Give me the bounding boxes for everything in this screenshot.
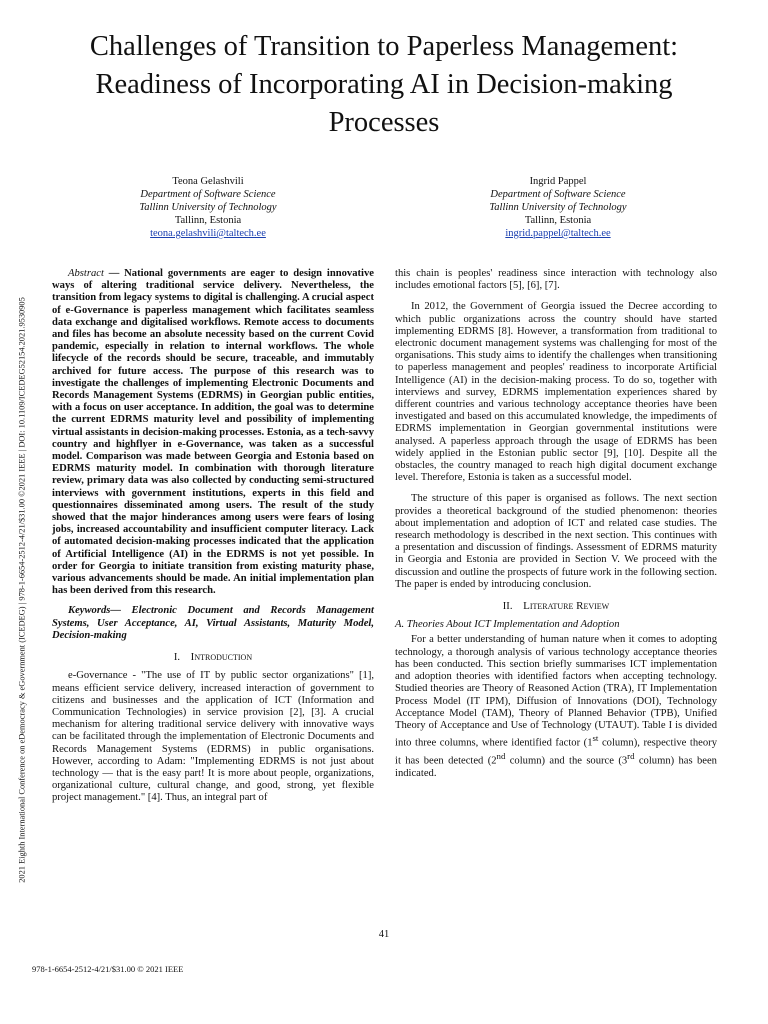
- paragraph-georgia: In 2012, the Government of Georgia issued the Decree according to which public organizations across the country should have started implementing EDRMS [8]. However, a transformation from traditional to electronic document management systems was challenging for most of the organisations. This study aims to identify the challenges when transitioning to paperless management and peoples' readiness to incorporate Artificial Intelligence (AI) in the decision-making process. To do so, together with interviews and survey, EDRMS implementation experiences shared by different countries and various technology acceptance theories have been investigated and based on this accumulated knowledge, the impediments of EDRMS implementation in Georgian governmental institutions were analysed. A paperless approach through the usage of EDRMS has been widely applied in the Estonian public sector [9], [10]. Despite all the obstacles, the country managed to reach high digital document exchange level. Therefore, Estonia is taken as a successful model.: [395, 301, 717, 484]
- author-department: Department of Software Science: [140, 189, 276, 200]
- side-citation-text: 2021 Eighth International Conference on eDemocracy & eGovernment (ICEDEG) | 978-1-6654-2512-4/21/$31.00 ©2021 IEEE | DOI: 10.1109/ICEDEG52154.2021.9530905: [17, 297, 27, 883]
- author-university: Tallinn University of Technology: [489, 202, 627, 213]
- side-citation: [17, 297, 27, 883]
- section-number: I.: [173, 652, 181, 664]
- copyright-footer: 978-1-6654-2512-4/21/$31.00 © 2021 IEEE: [32, 964, 184, 974]
- paragraph-structure: The structure of this paper is organised as follows. The next section provides a theoretical background of the studied phenomenon: theories about implementation and adoption of ICT and related case studies. The research methodology is described in the next section. This continues with a presentation and discussion of findings. Assessment of EDRMS maturity in Georgia and Estonia are provided in Section V. We proceed with the discussion and outline the prospects of future work in the following section. The paper is ended by introducing conclusion.: [395, 493, 717, 590]
- title-line-2: Readiness of Incorporating AI in Decision-making: [95, 69, 673, 100]
- author-university: Tallinn University of Technology: [139, 202, 277, 213]
- text-run: column) has been indicated.: [395, 755, 717, 779]
- paper-title: [40, 28, 728, 142]
- keywords: Keywords— Electronic Document and Records Management Systems, User Acceptance, AI, Virtual Assistants, Maturity Model, Decision-making: [52, 605, 374, 641]
- introduction-paragraph: e-Governance - "The use of IT by public sector organizations" [1], means efficient service delivery, increased interaction of government to citizens and businesses and the application of ICT (Information and Communication Technologies) in service provision [2], [3]. A crucial mechanism for altering traditional service delivery with innovative ways can be facilitated through the implementation of Electronic Documents and Records Management Systems (EDRMS) in public organisations. However, according to Adam: "Implementing EDRMS is not just about technology — that is the easy part! It is more about people, organizations, organizational culture, cultural change, and good, strong, yet flexible project management." [4]. Thus, an integral part of: [52, 670, 374, 804]
- text-run: column) and the source (3: [505, 755, 628, 767]
- title-line-1: Challenges of Transition to Paperless Management:: [89, 31, 679, 62]
- author-name: Teona Gelashvili: [172, 176, 244, 187]
- abstract: [52, 268, 374, 597]
- subsection-heading: A. Theories About ICT Implementation and Adoption: [395, 619, 620, 631]
- author-block-1: [93, 175, 323, 240]
- title-line-3: Processes: [328, 107, 440, 138]
- author-city: Tallinn, Estonia: [524, 215, 592, 226]
- section-number: II.: [502, 601, 513, 613]
- author-name: Ingrid Pappel: [529, 176, 587, 187]
- superscript: nd: [496, 750, 506, 761]
- section-title: Introduction: [190, 651, 253, 664]
- paragraph-theories: [395, 634, 717, 779]
- page-number: 41: [378, 929, 390, 940]
- paragraph-continued: this chain is peoples' readiness since interaction with technology also includes emotional factors [5], [6], [7].: [395, 268, 717, 292]
- text-run: column), respective theory it has been detected (2: [395, 737, 717, 767]
- superscript: rd: [627, 750, 635, 761]
- section-heading-introduction: [52, 651, 374, 664]
- left-column: [52, 268, 374, 805]
- section-title: Literature Review: [523, 600, 610, 613]
- author-email-link[interactable]: teona.gelashvili@taltech.ee: [150, 228, 266, 239]
- right-column: [395, 268, 717, 780]
- section-heading-literature-review: [395, 600, 717, 613]
- superscript: st: [592, 733, 599, 744]
- author-department: Department of Software Science: [490, 189, 626, 200]
- author-city: Tallinn, Estonia: [174, 215, 242, 226]
- abstract-label: Abstract: [68, 268, 104, 279]
- author-block-2: [443, 175, 673, 240]
- abstract-text: — National governments are eager to design innovative ways of altering traditional service delivery. Nevertheless, the transition from legacy systems to digital is challenging. A crucial aspect of e-Governance is paperless management which facilitates seamless data exchange and digitalised workflows. Remote access to documents and files has become an absolute necessity based on the current Covid pandemic, especially in relation to internal workflows. The whole lifecycle of the records should be secure, traceable, and immutably archived for future access. The purpose of this research was to investigate the challenges of implementing Electronic Documents and Records Management Systems (EDRMS) in Georgian public entities, with a focus on user acceptance. In addition, the goal was to determine the current EDRMS maturity level and possibility of implementing virtual assistants in decision-making processes. Estonia, as a tech-savvy country and highflyer in e-Governance, was taken as a successful model. Comparison was made between Georgia and Estonia based on EDRMS maturity model. In combination with thorough literature review, primary data was also collected by conducting semi-structured interviews with government institutions, experts in this field and questionnaires disseminated among users. The result of the study showed that the major hinderances among users were fears of losing jobs, increased accountability and insufficient computer literacy. Lack of automated decision-making processes indicated that the application of Artificial Intelligence (AI) in the EDRMS is not yet possible. In order for Georgia to initiate transition from existing maturity phase, various advancements should be made. An initial implementation plan has been derived from this research.: [52, 268, 374, 597]
- text-run: For a better understanding of human nature when it comes to adopting technology, a thorough analysis of various technology acceptance theories has been conducted. This section briefly summarises ICT implementation and adoption theories with identified factors when accepting technology. Studied theories are Theory of Reasoned Action (TRA), IT Implementation Process Model (IT IPM), Diffusion of Innovations (DOI), Technology Acceptance Model (TAM), Theory of Planned Behavior (TPB), Unified Theory of Acceptance and Use of Technology (UTAUT). Table I is divided into three columns, where identified factor (1: [395, 634, 717, 749]
- author-email-link[interactable]: ingrid.pappel@taltech.ee: [505, 228, 611, 239]
